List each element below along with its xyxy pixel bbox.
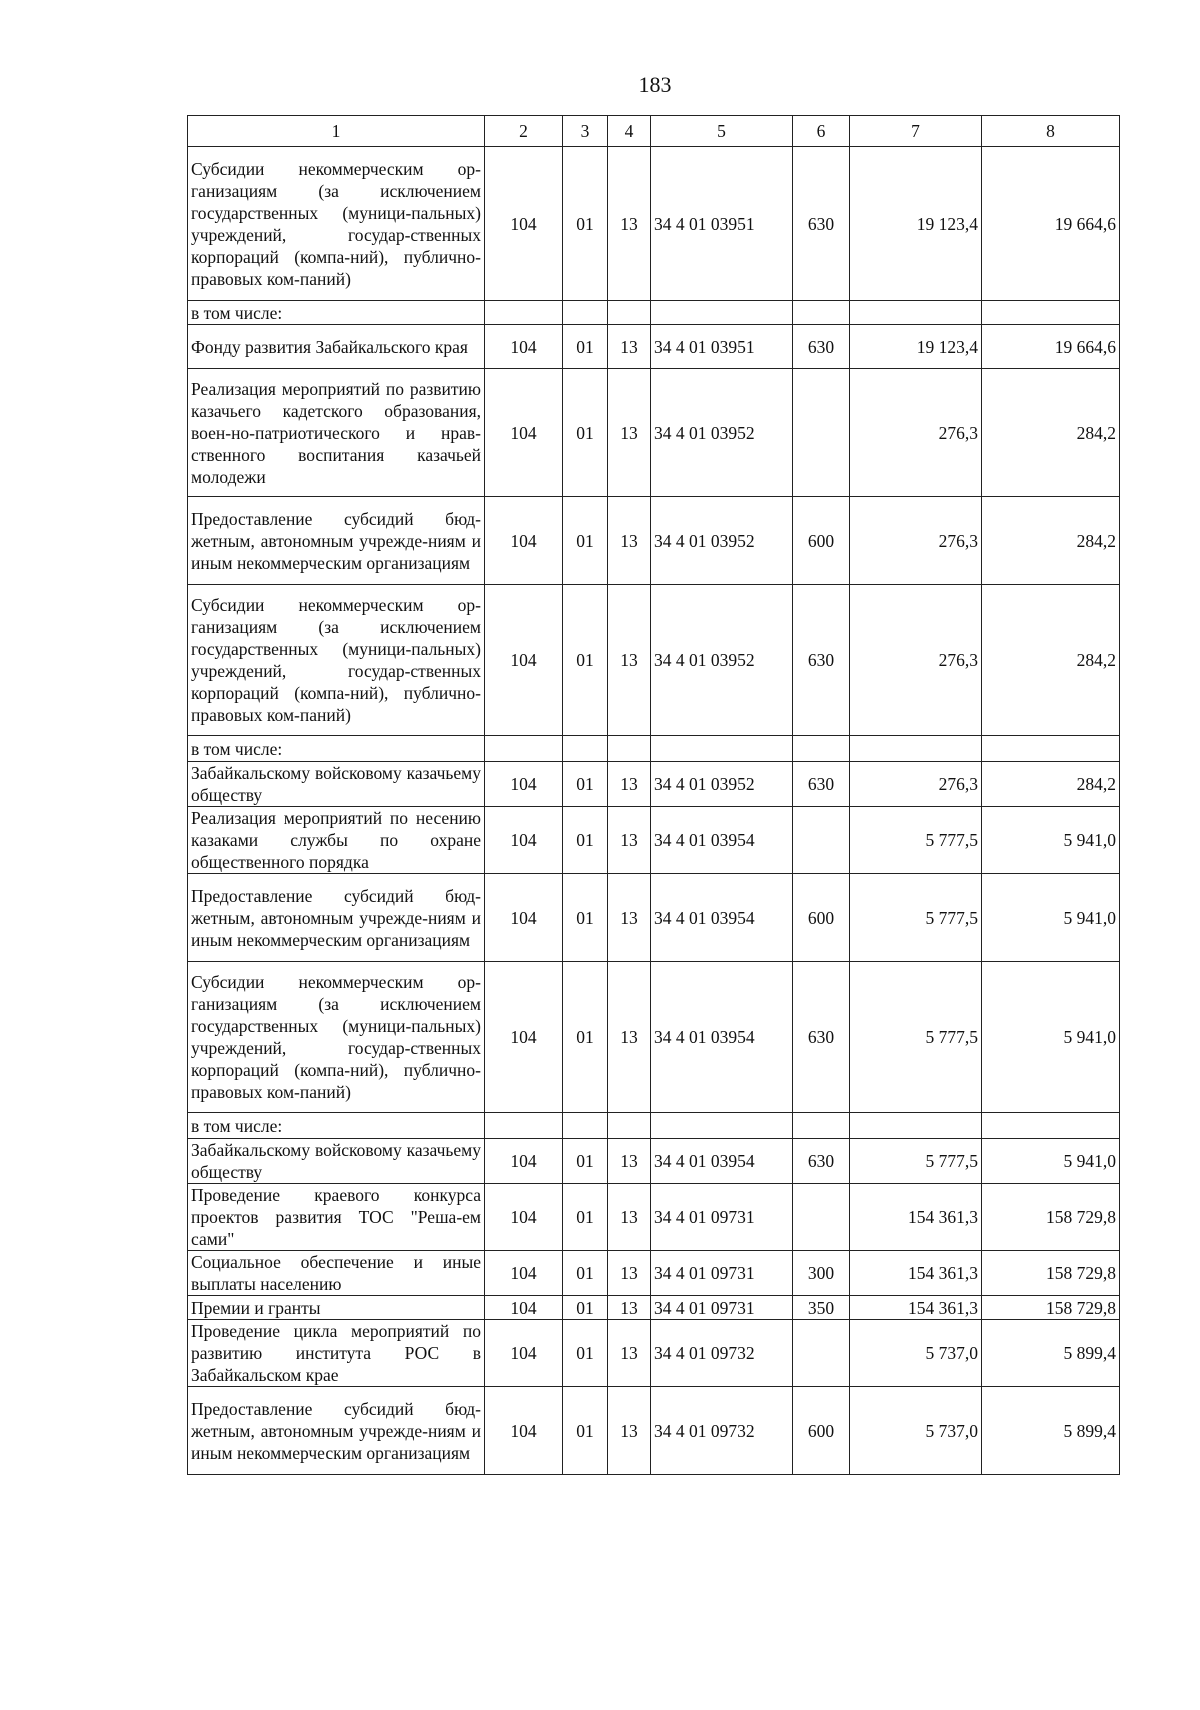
row-section-cell: 104	[485, 1296, 563, 1320]
row-section-cell: 104	[485, 1184, 563, 1251]
row-code-cell	[651, 736, 793, 762]
row-amount-1-cell: 19 123,4	[850, 147, 982, 301]
row-subsection-cell: 01	[563, 585, 608, 736]
row-chapter-cell: 13	[608, 874, 651, 962]
row-code-cell: 34 4 01 03954	[651, 962, 793, 1113]
table-row	[188, 736, 1120, 762]
row-amount-1-cell: 276,3	[850, 762, 982, 807]
row-name-cell: Забайкальскому войсковому казачьему обществу	[188, 762, 485, 807]
row-name-cell: Предоставление субсидий бюд-жетным, автономным учрежде-ниям и иным некоммерческим организациям	[188, 497, 485, 585]
header-cell: 6	[793, 116, 850, 147]
row-type-cell: 630	[793, 147, 850, 301]
row-amount-1-cell: 5 737,0	[850, 1320, 982, 1387]
row-subsection-cell: 01	[563, 762, 608, 807]
row-code-cell: 34 4 01 03952	[651, 497, 793, 585]
header-cell: 4	[608, 116, 651, 147]
row-subsection-cell	[563, 736, 608, 762]
row-type-cell	[793, 807, 850, 874]
row-chapter-cell: 13	[608, 497, 651, 585]
row-section-cell: 104	[485, 874, 563, 962]
row-chapter-cell: 13	[608, 1184, 651, 1251]
row-amount-1-cell	[850, 301, 982, 325]
row-amount-2-cell: 158 729,8	[982, 1184, 1120, 1251]
header-cell: 5	[651, 116, 793, 147]
row-amount-1-cell	[850, 736, 982, 762]
row-amount-2-cell: 158 729,8	[982, 1251, 1120, 1296]
row-subsection-cell: 01	[563, 497, 608, 585]
table-row	[188, 301, 1120, 325]
row-chapter-cell: 13	[608, 147, 651, 301]
table-header-row	[188, 116, 1120, 147]
row-name-cell: Проведение цикла мероприятий по развитию института РОС в Забайкальском крае	[188, 1320, 485, 1387]
row-chapter-cell: 13	[608, 1251, 651, 1296]
row-subsection-cell: 01	[563, 874, 608, 962]
header-cell: 1	[188, 116, 485, 147]
row-type-cell	[793, 369, 850, 497]
row-section-cell	[485, 301, 563, 325]
row-amount-1-cell: 5 777,5	[850, 807, 982, 874]
row-amount-2-cell: 5 941,0	[982, 807, 1120, 874]
row-code-cell: 34 4 01 03954	[651, 874, 793, 962]
row-section-cell: 104	[485, 325, 563, 369]
row-section-cell: 104	[485, 1251, 563, 1296]
row-amount-1-cell: 5 777,5	[850, 1139, 982, 1184]
row-subsection-cell: 01	[563, 1387, 608, 1475]
row-chapter-cell	[608, 736, 651, 762]
row-section-cell: 104	[485, 807, 563, 874]
row-chapter-cell: 13	[608, 1320, 651, 1387]
row-name-cell: в том числе:	[188, 1113, 485, 1139]
budget-table	[187, 115, 1120, 1475]
row-chapter-cell: 13	[608, 1387, 651, 1475]
row-amount-1-cell: 154 361,3	[850, 1251, 982, 1296]
row-amount-1-cell: 276,3	[850, 585, 982, 736]
row-amount-2-cell: 5 899,4	[982, 1387, 1120, 1475]
row-type-cell: 630	[793, 1139, 850, 1184]
row-section-cell: 104	[485, 147, 563, 301]
row-name-cell: Субсидии некоммерческим ор-ганизациям (за исключением государственных (муници-пальных) учреждений, государ-ственных корпораций (компа-ний), публично-правовых ком-паний)	[188, 147, 485, 301]
page-number: 183	[638, 72, 672, 97]
header-cell: 2	[485, 116, 563, 147]
row-type-cell	[793, 1113, 850, 1139]
row-subsection-cell: 01	[563, 147, 608, 301]
header-cell: 8	[982, 116, 1120, 147]
table-row	[188, 497, 1120, 585]
table-row	[188, 807, 1120, 874]
row-subsection-cell: 01	[563, 1296, 608, 1320]
table-row	[188, 1320, 1120, 1387]
header-cell: 3	[563, 116, 608, 147]
row-amount-2-cell: 19 664,6	[982, 147, 1120, 301]
row-type-cell: 630	[793, 762, 850, 807]
row-chapter-cell: 13	[608, 1296, 651, 1320]
row-amount-2-cell	[982, 1113, 1120, 1139]
row-type-cell: 630	[793, 962, 850, 1113]
row-type-cell: 630	[793, 585, 850, 736]
table-body	[188, 147, 1120, 1475]
row-section-cell: 104	[485, 1387, 563, 1475]
row-amount-1-cell	[850, 1113, 982, 1139]
row-code-cell: 34 4 01 03952	[651, 369, 793, 497]
row-section-cell: 104	[485, 762, 563, 807]
row-amount-1-cell: 276,3	[850, 497, 982, 585]
row-amount-2-cell: 284,2	[982, 762, 1120, 807]
row-type-cell: 600	[793, 497, 850, 585]
row-name-cell: Субсидии некоммерческим ор-ганизациям (за исключением государственных (муници-пальных) учреждений, государ-ственных корпораций (компа-ний), публично-правовых ком-паний)	[188, 585, 485, 736]
row-code-cell	[651, 1113, 793, 1139]
row-section-cell	[485, 736, 563, 762]
row-type-cell: 300	[793, 1251, 850, 1296]
row-code-cell: 34 4 01 03951	[651, 325, 793, 369]
table-row	[188, 1387, 1120, 1475]
table-row	[188, 1251, 1120, 1296]
row-type-cell: 600	[793, 874, 850, 962]
table-row	[188, 369, 1120, 497]
row-chapter-cell	[608, 301, 651, 325]
row-section-cell	[485, 1113, 563, 1139]
row-chapter-cell: 13	[608, 369, 651, 497]
row-amount-1-cell: 276,3	[850, 369, 982, 497]
row-name-cell: Реализация мероприятий по несению казаками службы по охране общественного порядка	[188, 807, 485, 874]
row-code-cell: 34 4 01 09731	[651, 1184, 793, 1251]
row-name-cell: Забайкальскому войсковому казачьему обществу	[188, 1139, 485, 1184]
row-code-cell: 34 4 01 03952	[651, 762, 793, 807]
table-row	[188, 1139, 1120, 1184]
row-subsection-cell	[563, 301, 608, 325]
table-row	[188, 762, 1120, 807]
row-amount-2-cell: 284,2	[982, 585, 1120, 736]
row-amount-2-cell: 5 941,0	[982, 1139, 1120, 1184]
row-code-cell: 34 4 01 09731	[651, 1296, 793, 1320]
table-row	[188, 962, 1120, 1113]
row-code-cell: 34 4 01 09732	[651, 1320, 793, 1387]
row-chapter-cell: 13	[608, 1139, 651, 1184]
row-subsection-cell: 01	[563, 369, 608, 497]
row-subsection-cell: 01	[563, 962, 608, 1113]
row-chapter-cell: 13	[608, 807, 651, 874]
row-code-cell: 34 4 01 03952	[651, 585, 793, 736]
row-amount-1-cell: 5 777,5	[850, 962, 982, 1113]
row-amount-2-cell: 5 941,0	[982, 962, 1120, 1113]
row-amount-2-cell: 284,2	[982, 369, 1120, 497]
row-subsection-cell: 01	[563, 807, 608, 874]
row-section-cell: 104	[485, 497, 563, 585]
row-subsection-cell	[563, 1113, 608, 1139]
row-code-cell: 34 4 01 09731	[651, 1251, 793, 1296]
row-type-cell: 630	[793, 325, 850, 369]
row-name-cell: Реализация мероприятий по развитию казачьего кадетского образования, воен-но-патриотического и нрав-ственного воспитания казачьей молодежи	[188, 369, 485, 497]
row-amount-2-cell: 19 664,6	[982, 325, 1120, 369]
row-amount-1-cell: 19 123,4	[850, 325, 982, 369]
row-type-cell: 350	[793, 1296, 850, 1320]
row-name-cell: Социальное обеспечение и иные выплаты населению	[188, 1251, 485, 1296]
row-section-cell: 104	[485, 585, 563, 736]
row-section-cell: 104	[485, 1139, 563, 1184]
row-code-cell: 34 4 01 09732	[651, 1387, 793, 1475]
row-name-cell: Субсидии некоммерческим ор-ганизациям (за исключением государственных (муници-пальных) учреждений, государ-ственных корпораций (компа-ний), публично-правовых ком-паний)	[188, 962, 485, 1113]
row-amount-1-cell: 154 361,3	[850, 1296, 982, 1320]
row-amount-1-cell: 154 361,3	[850, 1184, 982, 1251]
row-amount-1-cell: 5 777,5	[850, 874, 982, 962]
row-chapter-cell: 13	[608, 585, 651, 736]
row-amount-2-cell: 284,2	[982, 497, 1120, 585]
table-row	[188, 1184, 1120, 1251]
row-type-cell	[793, 301, 850, 325]
row-type-cell	[793, 1320, 850, 1387]
table-row	[188, 325, 1120, 369]
row-code-cell: 34 4 01 03954	[651, 807, 793, 874]
table-row	[188, 585, 1120, 736]
row-subsection-cell: 01	[563, 325, 608, 369]
table-row	[188, 874, 1120, 962]
row-type-cell	[793, 736, 850, 762]
row-code-cell: 34 4 01 03954	[651, 1139, 793, 1184]
row-section-cell: 104	[485, 369, 563, 497]
row-chapter-cell: 13	[608, 762, 651, 807]
row-name-cell: в том числе:	[188, 736, 485, 762]
row-name-cell: Предоставление субсидий бюд-жетным, автономным учрежде-ниям и иным некоммерческим организациям	[188, 874, 485, 962]
row-chapter-cell: 13	[608, 962, 651, 1113]
row-name-cell: в том числе:	[188, 301, 485, 325]
row-name-cell: Предоставление субсидий бюд-жетным, автономным учрежде-ниям и иным некоммерческим организациям	[188, 1387, 485, 1475]
row-subsection-cell: 01	[563, 1184, 608, 1251]
row-subsection-cell: 01	[563, 1139, 608, 1184]
row-name-cell: Проведение краевого конкурса проектов развития ТОС "Реша-ем сами"	[188, 1184, 485, 1251]
row-section-cell: 104	[485, 1320, 563, 1387]
row-name-cell: Фонду развития Забайкальского края	[188, 325, 485, 369]
row-amount-1-cell: 5 737,0	[850, 1387, 982, 1475]
table-row	[188, 1113, 1120, 1139]
header-cell: 7	[850, 116, 982, 147]
row-type-cell: 600	[793, 1387, 850, 1475]
table-row	[188, 1296, 1120, 1320]
row-subsection-cell: 01	[563, 1320, 608, 1387]
row-subsection-cell: 01	[563, 1251, 608, 1296]
row-chapter-cell	[608, 1113, 651, 1139]
row-code-cell	[651, 301, 793, 325]
row-amount-2-cell: 158 729,8	[982, 1296, 1120, 1320]
row-chapter-cell: 13	[608, 325, 651, 369]
row-amount-2-cell	[982, 301, 1120, 325]
row-code-cell: 34 4 01 03951	[651, 147, 793, 301]
row-amount-2-cell	[982, 736, 1120, 762]
row-amount-2-cell: 5 899,4	[982, 1320, 1120, 1387]
row-amount-2-cell: 5 941,0	[982, 874, 1120, 962]
row-section-cell: 104	[485, 962, 563, 1113]
row-type-cell	[793, 1184, 850, 1251]
table-row	[188, 147, 1120, 301]
row-name-cell: Премии и гранты	[188, 1296, 485, 1320]
